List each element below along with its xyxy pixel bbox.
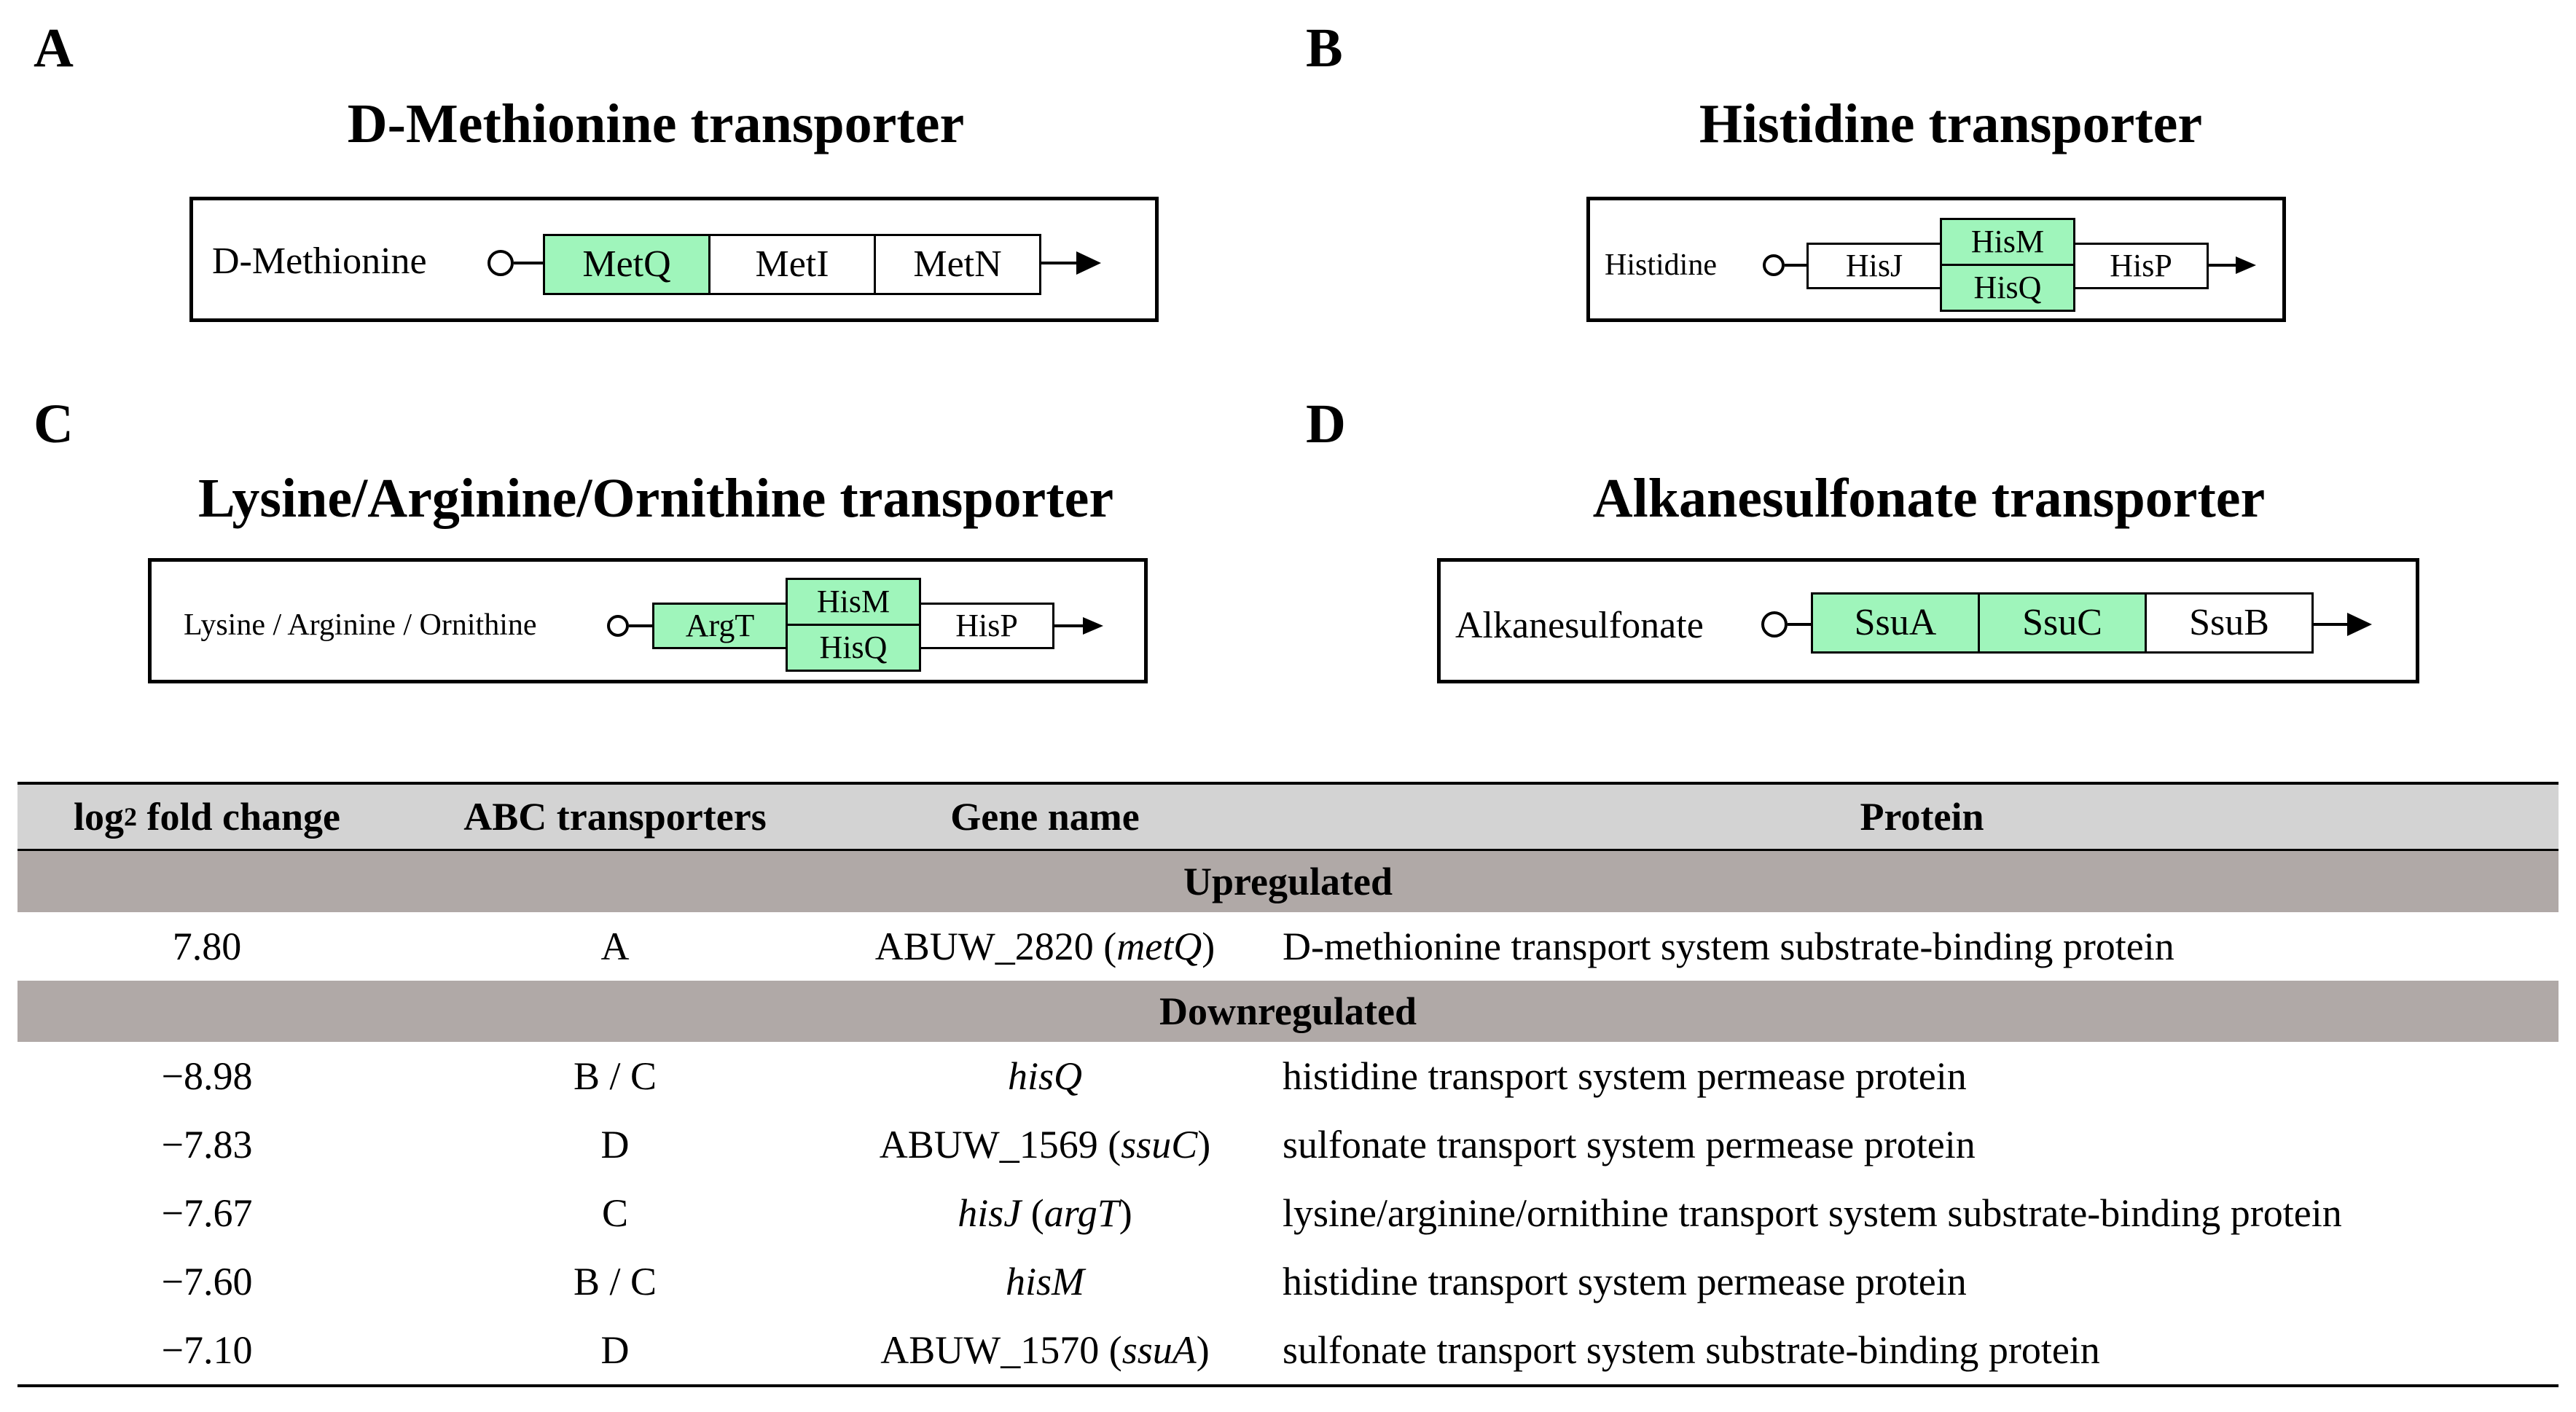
gene-box-hisp: HisP <box>919 603 1054 649</box>
output-arrow-icon <box>1076 251 1101 275</box>
cell-fold: −7.83 <box>161 1123 253 1166</box>
output-line <box>1054 624 1087 627</box>
cell-abc: D <box>600 1328 630 1372</box>
gene-box-hisp: HisP <box>2073 243 2209 289</box>
cell-gene: ABUW_1569 ( ssuC ) <box>879 1123 1211 1166</box>
table-header-row <box>17 785 2559 849</box>
panel-c-pathway <box>148 558 1148 683</box>
output-line <box>2209 264 2239 267</box>
table-row <box>17 1042 2559 1110</box>
gene-box-hisq: HisQ <box>786 624 921 672</box>
panel-b-title: Histidine transporter <box>1699 93 2203 154</box>
cell-protein: D-methionine transport system substrate-binding protein <box>1283 925 2174 968</box>
panel-d-title: Alkanesulfonate transporter <box>1592 468 2266 529</box>
panel-a-letter: A <box>34 17 74 79</box>
table-row <box>17 912 2559 981</box>
gene-box-hisj: HisJ <box>1806 243 1942 289</box>
cell-fold: 7.80 <box>172 925 242 968</box>
group-label: Downregulated <box>1159 989 1417 1033</box>
gene-box-hisq: HisQ <box>1940 264 2075 312</box>
panel-d-letter: D <box>1306 393 1346 455</box>
cell-abc: A <box>600 925 630 968</box>
panel-c-title: Lysine/Arginine/Ornithine transporter <box>197 468 1114 529</box>
gene-box-ssuc: SsuC <box>1978 592 2147 654</box>
gene-box-hism: HisM <box>786 578 921 626</box>
output-line <box>2314 623 2350 626</box>
table-row <box>17 1316 2559 1384</box>
header-fold-change: log 2 fold change <box>73 795 341 839</box>
cell-abc: D <box>600 1123 630 1166</box>
group-row-downregulated <box>17 981 2559 1042</box>
cell-gene: ABUW_1570 ( ssuA ) <box>880 1328 1210 1372</box>
cell-fold: −8.98 <box>161 1054 253 1098</box>
header-protein: Protein <box>1860 795 1984 839</box>
panel-d-pathway <box>1437 558 2419 683</box>
panel-b-letter: B <box>1306 17 1343 79</box>
table-row <box>17 1110 2559 1179</box>
connector-line <box>629 624 652 627</box>
connector-line <box>1788 623 1812 626</box>
header-gene-name: Gene name <box>950 795 1140 839</box>
substrate-label: D-Methionine <box>212 240 427 282</box>
group-label: Upregulated <box>1183 860 1393 903</box>
output-arrow-icon <box>2236 256 2256 274</box>
substrate-port-icon <box>488 250 514 276</box>
cell-gene: hisQ <box>1007 1054 1082 1098</box>
cell-protein: sulfonate transport system substrate-binding protein <box>1283 1328 2100 1372</box>
group-row-upregulated <box>17 851 2559 912</box>
cell-fold: −7.60 <box>161 1260 253 1303</box>
connector-line <box>1785 264 1806 267</box>
gene-box-meti: MetI <box>708 234 876 295</box>
table-row <box>17 1179 2559 1247</box>
cell-abc: B / C <box>573 1260 657 1303</box>
substrate-port-icon <box>1763 254 1785 276</box>
substrate-label: Histidine <box>1605 248 1717 282</box>
panel-b-pathway <box>1586 197 2286 322</box>
output-arrow-icon <box>1083 617 1103 635</box>
cell-protein: histidine transport system permease protein <box>1283 1260 1967 1303</box>
cell-abc: B / C <box>573 1054 657 1098</box>
output-arrow-icon <box>2347 613 2372 636</box>
cell-protein: sulfonate transport system permease protein <box>1283 1123 1976 1166</box>
cell-protein: lysine/arginine/ornithine transport system substrate-binding protein <box>1283 1191 2342 1235</box>
table-row <box>17 1247 2559 1316</box>
panel-a-title: D-Methionine transporter <box>347 93 965 154</box>
table-bottom-rule <box>17 1384 2559 1387</box>
cell-gene: hisJ ( argT ) <box>958 1191 1132 1235</box>
substrate-label: Lysine / Arginine / Ornithine <box>184 608 537 642</box>
gene-box-hism: HisM <box>1940 218 2075 266</box>
header-abc-transporters: ABC transporters <box>463 795 767 839</box>
connector-line <box>514 262 543 264</box>
substrate-port-icon <box>1761 611 1788 638</box>
cell-fold: −7.10 <box>161 1328 253 1372</box>
gene-box-ssua: SsuA <box>1811 592 1980 654</box>
gene-box-metq: MetQ <box>543 234 710 295</box>
substrate-label: Alkanesulfonate <box>1455 605 1704 646</box>
cell-fold: −7.67 <box>161 1191 253 1235</box>
cell-gene: hisM <box>1006 1260 1084 1303</box>
cell-gene: ABUW_2820 ( metQ ) <box>874 925 1215 968</box>
panel-a-pathway <box>189 197 1159 322</box>
gene-box-ssub: SsuB <box>2145 592 2314 654</box>
output-line <box>1041 262 1079 264</box>
panel-c-letter: C <box>34 393 74 455</box>
cell-protein: histidine transport system permease protein <box>1283 1054 1967 1098</box>
gene-box-metn: MetN <box>874 234 1041 295</box>
gene-box-argt: ArgT <box>652 603 788 649</box>
cell-abc: C <box>601 1191 629 1235</box>
substrate-port-icon <box>607 615 629 637</box>
